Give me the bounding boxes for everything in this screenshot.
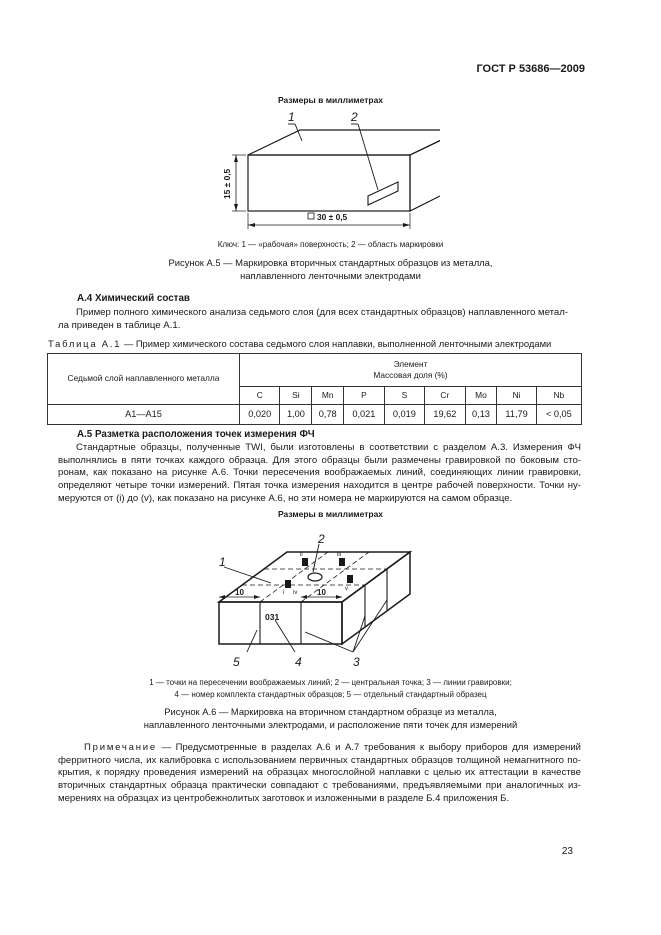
element-symbol: Si (280, 387, 312, 405)
section-a5-line: выполнялись в пяти точках каждого образца. Для этого образцы были размечены гравировкой по боковым сто- (58, 454, 581, 466)
element-symbol: Mn (312, 387, 344, 405)
element-symbol: C (240, 387, 280, 405)
specimen-right-face (410, 130, 440, 211)
table-cell: 0,019 (384, 405, 424, 425)
callout-2: 2 (318, 532, 325, 546)
note-block (58, 742, 581, 805)
callout-3: 3 (353, 655, 360, 669)
callout-1: 1 (288, 110, 295, 124)
table-cell: 1,00 (280, 405, 312, 425)
table-element-header (240, 354, 582, 387)
callout-1: 1 (219, 555, 226, 569)
section-a5-title: А.5 Разметка расположения точек измерения ФЧ (77, 429, 315, 440)
figure-a5-caption-line1: Рисунок А.5 — Маркировка вторичных стандартных образцов из металла, (168, 257, 493, 268)
table-row-header: Седьмой слой наплавленного металла (48, 354, 240, 405)
section-a4-para-line2: ла приведен в таблице А.1. (58, 320, 181, 331)
front-face (219, 602, 342, 644)
table-a1 (47, 353, 582, 425)
figure-a6-dimensions-caption: Размеры в миллиметрах (277, 509, 384, 519)
figure-a5-key: Ключ: 1 — «рабочая» поверхность; 2 — область маркировки (217, 240, 444, 249)
roman-iii: iii (337, 552, 341, 558)
figure-a6-caption-line2: наплавленного ленточными электродами, и расположение пяти точек для измерений (143, 719, 518, 730)
element-symbol: Nb (536, 387, 581, 405)
page-number: 23 (561, 846, 573, 857)
right-face (342, 552, 410, 644)
section-a5-line: ронам, как показано на рисунке А.6. Точки пересечения воображаемых линий, соединяющих линии гравировки, (58, 467, 581, 479)
specimen-front-face (248, 155, 410, 211)
row-label: А1—А15 (48, 405, 240, 425)
note-label: Примечание (84, 742, 157, 753)
note-line: крытия, к порядку проведения измерений на образцах многослойной наплавки с целью их аттестации в качестве (58, 767, 581, 779)
section-a4-para-line1: Пример полного химического анализа седьмого слоя (для всех стандартных образцов) наплавленного метал- (76, 307, 569, 318)
dimension-right: 10 (317, 588, 326, 597)
table-a1-title (48, 338, 551, 350)
section-a4-title: А.4 Химический состав (77, 293, 190, 304)
callout-5: 5 (233, 655, 240, 669)
element-symbol: Ni (497, 387, 536, 405)
specimen-top-face (248, 130, 440, 155)
element-symbol: Cr (425, 387, 465, 405)
element-header-line1: Элемент (393, 358, 428, 369)
top-face (219, 552, 410, 602)
table-cell: 0,020 (240, 405, 280, 425)
section-a5-body (58, 442, 581, 505)
document-code: ГОСТ Р 53686—2009 (476, 63, 585, 75)
measurement-point (285, 580, 291, 588)
width-dimension: 30 ± 0,5 (317, 212, 348, 222)
figure-a5-dimensions-caption: Размеры в миллиметрах (277, 95, 384, 105)
note-line: мерениях на образцах из центробежнолитых заготовок и изложенными в разделе Б.4 приложения Б. (58, 792, 510, 804)
table-cell: 0,13 (465, 405, 497, 425)
central-point (308, 573, 322, 581)
measurement-point (302, 558, 308, 566)
figure-a6-key-line2: 4 — номер комплекта стандартных образцов; 5 — отдельный стандартный образец (174, 690, 487, 699)
roman-iv: iv (293, 590, 298, 596)
table-cell: < 0,05 (536, 405, 581, 425)
table-cell: 0,78 (312, 405, 344, 425)
marking-area (368, 182, 398, 205)
measurement-point (347, 575, 353, 583)
note-line: вторичных стандартных образца практически совпадают с требованиями, предъявляемыми при аналогичных из- (58, 779, 581, 791)
table-a1-label: Таблица А.1 (48, 338, 122, 349)
height-dimension: 15 ± 0,5 (222, 168, 232, 199)
table-a1-title-text: — Пример химического состава седьмого слоя наплавки, выполненной ленточными электродами (121, 338, 552, 349)
figure-a6-caption-line1: Рисунок А.6 — Маркировка на вторичном стандартном образце из металла, (164, 706, 497, 717)
table-cell: 11,79 (497, 405, 536, 425)
section-a5-line: определяют четыре точки измерений. Пятая точка измерения находится в центре рабочей поверхности. Точки ну- (58, 479, 581, 491)
measurement-point (339, 558, 345, 566)
element-symbol: P (344, 387, 384, 405)
section-a5-line: меруются от (i) до (v), как показано на рисунке А.6, но эти номера не маркируются на самом образце. (58, 492, 513, 504)
roman-i: i (283, 590, 285, 596)
note-line: ферритного числа, их калибровка с использованием первичных стандартных образцов толщиной немагнитного по- (58, 754, 581, 766)
table-cell: 0,021 (344, 405, 384, 425)
figure-a6-key-line1: 1 — точки на пересечении воображаемых линий; 2 — центральная точка; 3 — линии гравировки; (149, 678, 512, 687)
note-line (58, 742, 581, 755)
roman-ii: ii (300, 552, 303, 558)
element-header-line2: Массовая доля (%) (373, 370, 448, 380)
figure-a6-specimen-drawing (205, 520, 440, 670)
figure-a5-specimen-drawing (190, 105, 440, 235)
callout-4: 4 (295, 655, 302, 669)
element-symbol: Mo (465, 387, 497, 405)
section-a5-line: Стандартные образцы, полученные TWI, были изготовлены в соответствии с разделом А.3. Измерения ФЧ (76, 442, 581, 453)
roman-v: v (345, 586, 348, 592)
note-line-text: — Предусмотренные в разделах А.6 и А.7 требования к выбору приборов для измерений (157, 742, 581, 753)
callout-2: 2 (351, 110, 358, 124)
sample-set-number: 031 (265, 612, 280, 622)
table-row (48, 405, 582, 425)
element-symbol: S (384, 387, 424, 405)
table-cell: 19,62 (425, 405, 465, 425)
figure-a5-caption-line2: наплавленного ленточными электродами (240, 270, 421, 281)
dimension-left: 10 (235, 588, 244, 597)
square-symbol (308, 213, 314, 219)
